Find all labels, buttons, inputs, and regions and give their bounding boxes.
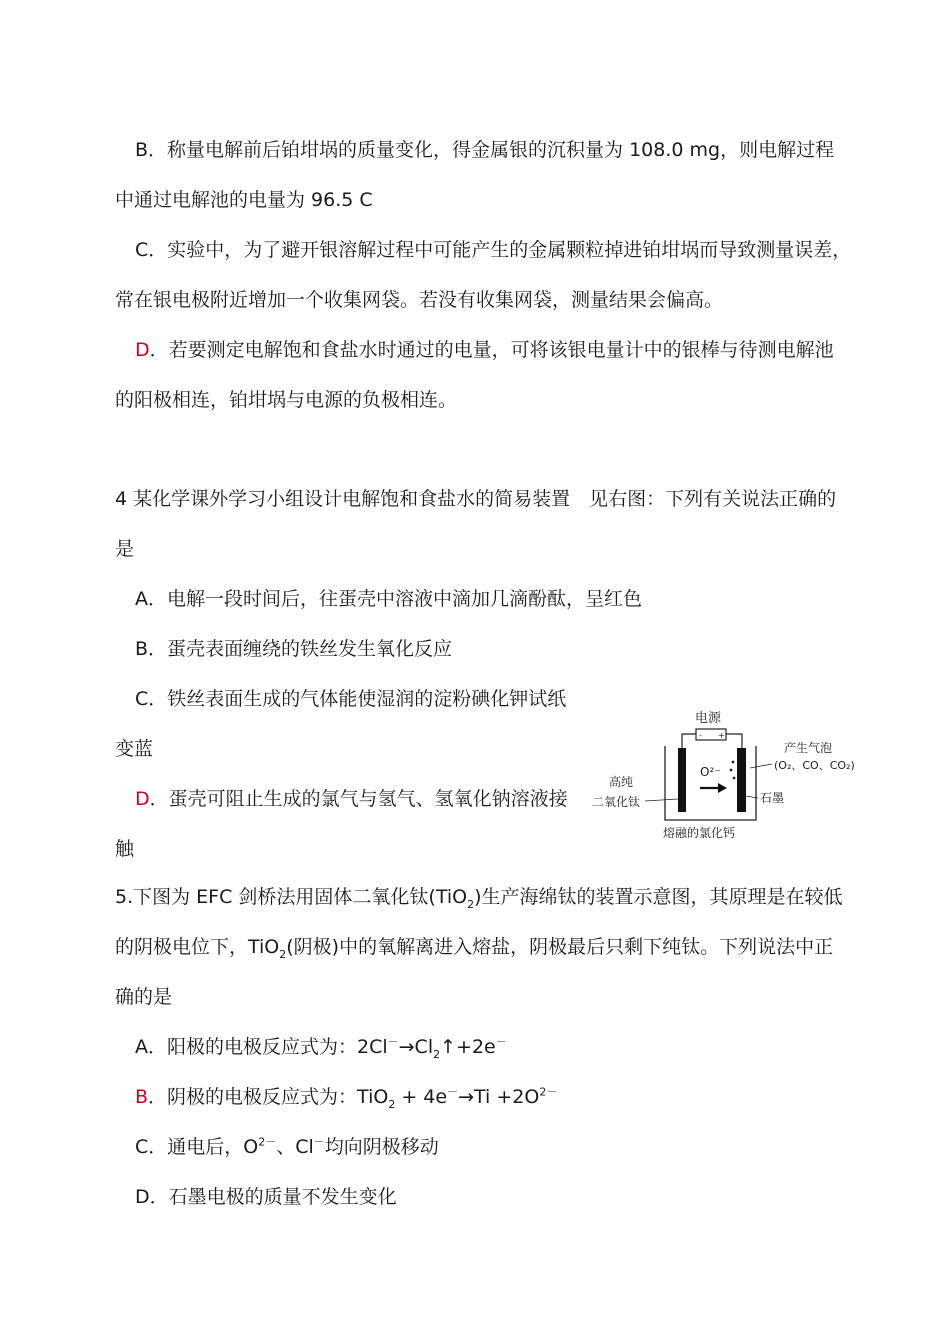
q3-option-c-line1: C．实验中，为了避开银溶解过程中可能产生的金属颗粒掉进铂坩埚而导致测量误差， bbox=[135, 239, 852, 261]
gas-label: 产生气泡 bbox=[784, 741, 833, 755]
q3-option-b-line1: B．称量电解前后铂坩埚的质量变化，得金属银的沉积量为 108.0 mg，则电解过程 bbox=[135, 139, 835, 161]
option-letter: A bbox=[135, 588, 148, 610]
ion-label: O²⁻ bbox=[700, 765, 721, 779]
cathode-tio2 bbox=[678, 748, 686, 812]
wire-left bbox=[682, 734, 696, 750]
option-letter: B bbox=[135, 638, 149, 660]
left-label-2: 二氧化钛 bbox=[592, 795, 641, 809]
gas-pointer-line bbox=[750, 764, 772, 768]
answer-letter: B bbox=[135, 1086, 149, 1108]
electrolysis-diagram bbox=[588, 706, 878, 846]
q5-stem-line3: 确的是 bbox=[115, 986, 173, 1008]
q3-option-c-line2: 常在银电极附近增加一个收集网袋。若没有收集网袋，测量结果会偏高。 bbox=[115, 289, 724, 311]
q5-option-b: B．阴极的电极反应式为：$TiO_2 + 4e^-\to Ti +2O^{2-}$ bbox=[135, 1085, 558, 1111]
option-letter: C bbox=[135, 688, 149, 710]
q3-option-b-line2: 中通过电解池的电量为 96.5 C bbox=[115, 189, 373, 211]
answer-letter: D bbox=[135, 788, 150, 810]
power-minus-sign: - bbox=[699, 731, 702, 740]
power-label: 电源 bbox=[695, 711, 722, 726]
q5-stem-line1: 5.下图为 EFC 剑桥法用固体二氧化钛(TiO$_2$)生产海绵钛的装置示意图，其原理是在较低 bbox=[115, 886, 843, 911]
q4-stem-line1: 4 某化学课外学习小组设计电解饱和食盐水的简易装置 见右图：下列有关说法正确的 bbox=[115, 488, 837, 510]
option-letter: B bbox=[135, 139, 149, 161]
q5-option-d: D．石墨电极的质量不发生变化 bbox=[135, 1186, 397, 1208]
option-letter: C bbox=[135, 239, 149, 261]
gas-bubble bbox=[733, 777, 736, 780]
q4-stem-line2: 是 bbox=[115, 538, 135, 560]
bottom-label: 熔融的氯化钙 bbox=[663, 826, 736, 840]
gas-bubble bbox=[732, 761, 735, 764]
q3-option-d-line2: 的阳极相连，铂坩埚与电源的负极相连。 bbox=[115, 389, 458, 411]
option-letter: C bbox=[135, 1136, 149, 1158]
option-letter: A bbox=[135, 1036, 148, 1058]
q4-option-d-line1: D．蛋壳可阻止生成的氯气与氢气、氢氧化钠溶液接 bbox=[135, 788, 568, 810]
q5-option-a: A．阳极的电极反应式为：$2Cl^-\to Cl_2↑+2e^-$ bbox=[135, 1035, 507, 1061]
q4-option-d-line2: 触 bbox=[115, 838, 135, 860]
q5-option-c: C．通电后，$O^{2-}$、Cl－均向阴极移动 bbox=[135, 1135, 439, 1158]
cathode-pointer-line bbox=[645, 799, 678, 801]
gas-formula: (O₂、CO、CO₂) bbox=[774, 759, 855, 772]
anode-graphite bbox=[737, 748, 746, 812]
answer-letter: D bbox=[135, 339, 150, 361]
left-label-1: 高纯 bbox=[609, 775, 634, 789]
wire-right bbox=[726, 734, 742, 750]
option-letter: D bbox=[135, 1186, 150, 1208]
power-plus-sign: + bbox=[718, 731, 725, 740]
q4-option-b: B．蛋壳表面缠绕的铁丝发生氧化反应 bbox=[135, 638, 453, 660]
q4-option-c-line1: C．铁丝表面生成的气体能使湿润的淀粉碘化钾试纸 bbox=[135, 688, 567, 710]
q5-stem-line2: 的阴极电位下，TiO$_2$(阴极)中的氧解离进入熔盐，阴极最后只剩下纯钛。下列说法中正 bbox=[115, 936, 834, 961]
gas-bubble bbox=[730, 769, 733, 772]
ion-arrow-head bbox=[718, 783, 727, 793]
q4-option-a: A．电解一段时间后，往蛋壳中溶液中滴加几滴酚酞，呈红色 bbox=[135, 588, 643, 610]
q3-option-d-line1: D．若要测定电解饱和食盐水时通过的电量，可将该银电量计中的银棒与待测电解池 bbox=[135, 339, 834, 361]
q4-option-c-line2: 变蓝 bbox=[115, 738, 154, 760]
right-label: 石墨 bbox=[760, 791, 785, 805]
